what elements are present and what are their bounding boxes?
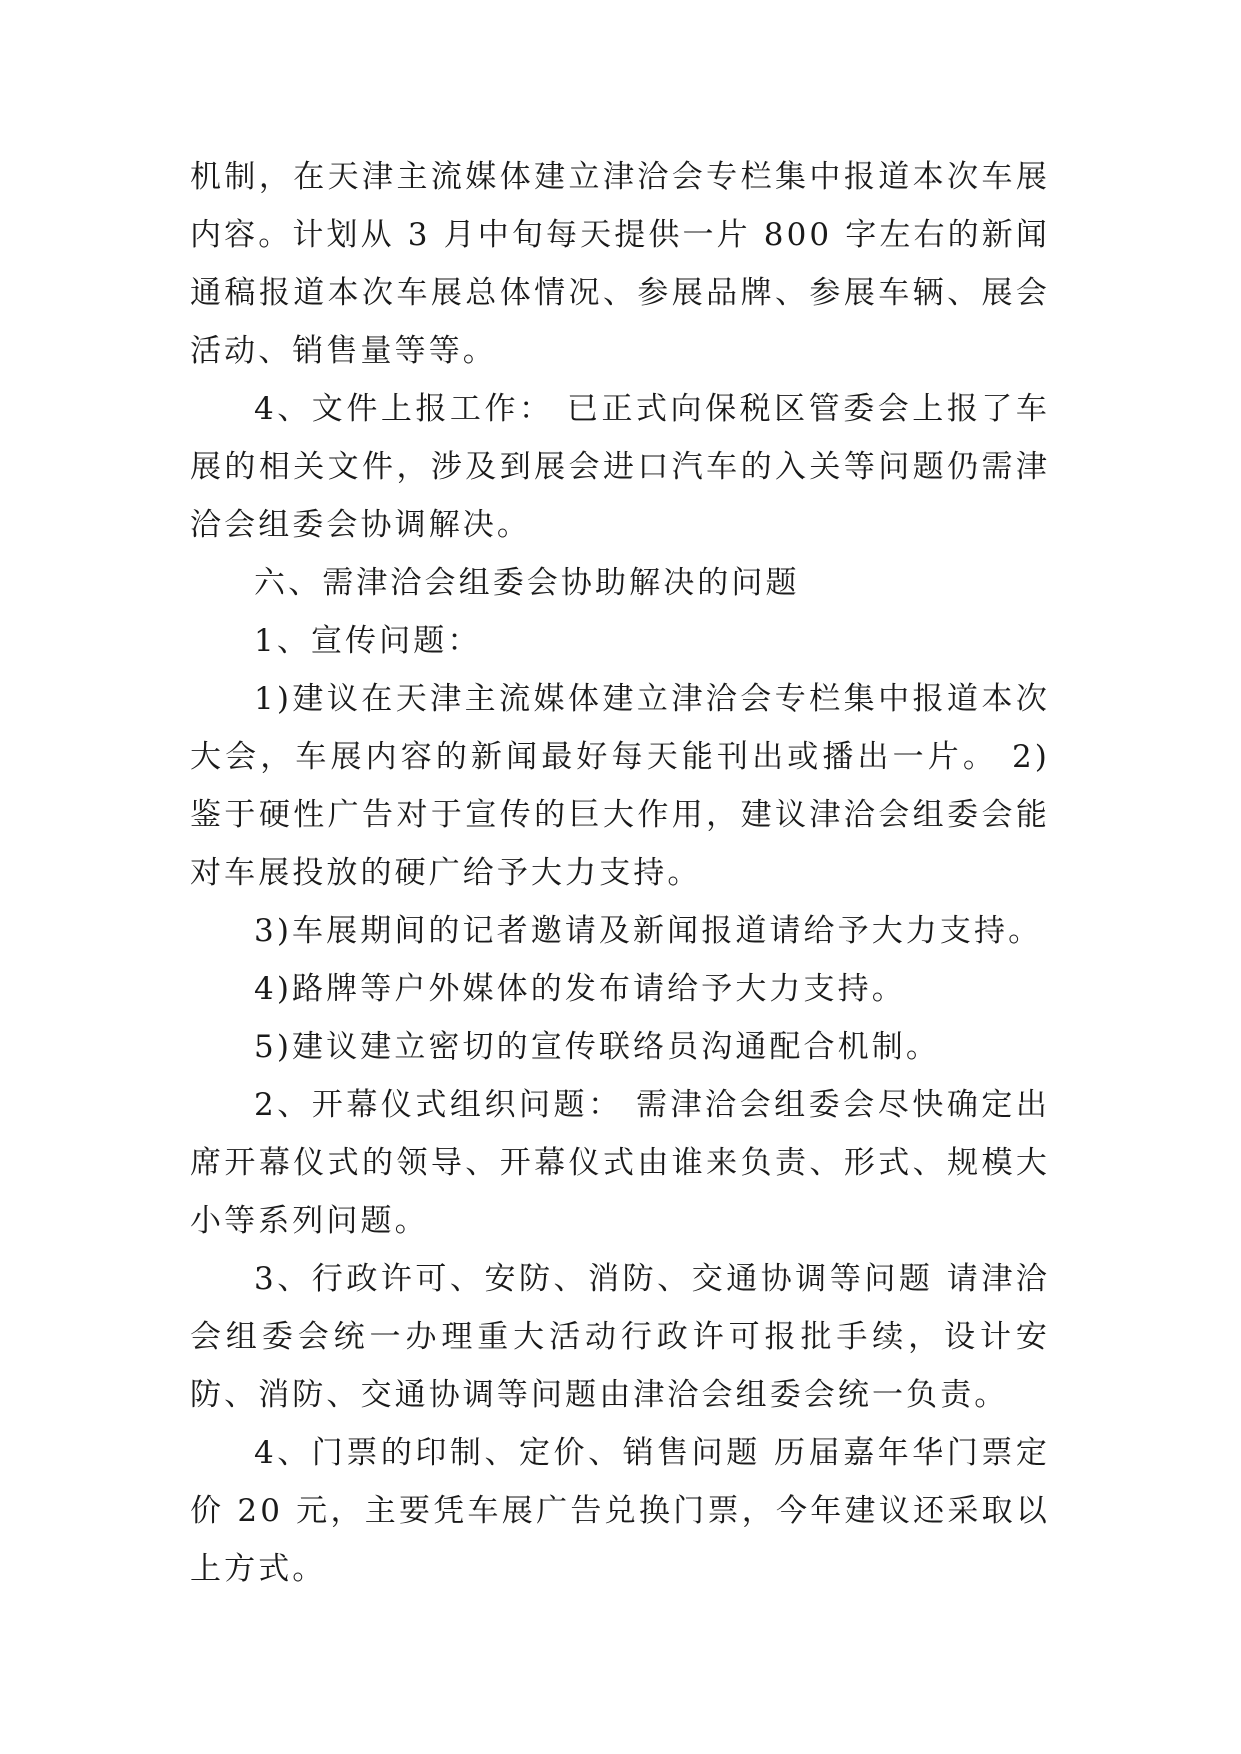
paragraph-file-report: 4、文件上报工作： 已正式向保税区管委会上报了车展的相关文件，涉及到展会进口汽车的入关等问题仍需津洽会组委会协调解决。: [190, 391, 1050, 543]
paragraph-publicity-4: 4)路牌等户外媒体的发布请给予大力支持。: [254, 971, 906, 1007]
item-publicity-heading: 1、宣传问题：: [254, 623, 482, 659]
paragraph-opening-ceremony: 2、开幕仪式组织问题： 需津洽会组委会尽快确定出席开幕仪式的领导、开幕仪式由谁来负责、形式、规模大小等系列问题。: [190, 1087, 1050, 1239]
section-heading-six: 六、需津洽会组委会协助解决的问题: [254, 565, 800, 601]
document-page: [190, 148, 1050, 1598]
paragraph-publicity-5: 5)建议建立密切的宣传联络员沟通配合机制。: [254, 1029, 940, 1065]
paragraph-publicity-1-2: 1)建议在天津主流媒体建立津洽会专栏集中报道本次大会，车展内容的新闻最好每天能刊出或播出一片。 2)鉴于硬性广告对于宣传的巨大作用，建议津洽会组委会能对车展投放的硬广给予大力支持。: [190, 681, 1050, 891]
paragraph-permits-security: 3、行政许可、安防、消防、交通协调等问题 请津洽会组委会统一办理重大活动行政许可报批手续，设计安防、消防、交通协调等问题由津洽会组委会统一负责。: [190, 1261, 1050, 1413]
paragraph-tickets: 4、门票的印制、定价、销售问题 历届嘉年华门票定价 20 元，主要凭车展广告兑换门票，今年建议还采取以上方式。: [190, 1435, 1050, 1587]
paragraph-media-plan: 机制，在天津主流媒体建立津洽会专栏集中报道本次车展内容。计划从 3 月中旬每天提供一片 800 字左右的新闻通稿报道本次车展总体情况、参展品牌、参展车辆、展会活动、销售量等等。: [190, 159, 1050, 369]
paragraph-publicity-3: 3)车展期间的记者邀请及新闻报道请给予大力支持。: [254, 913, 1043, 949]
